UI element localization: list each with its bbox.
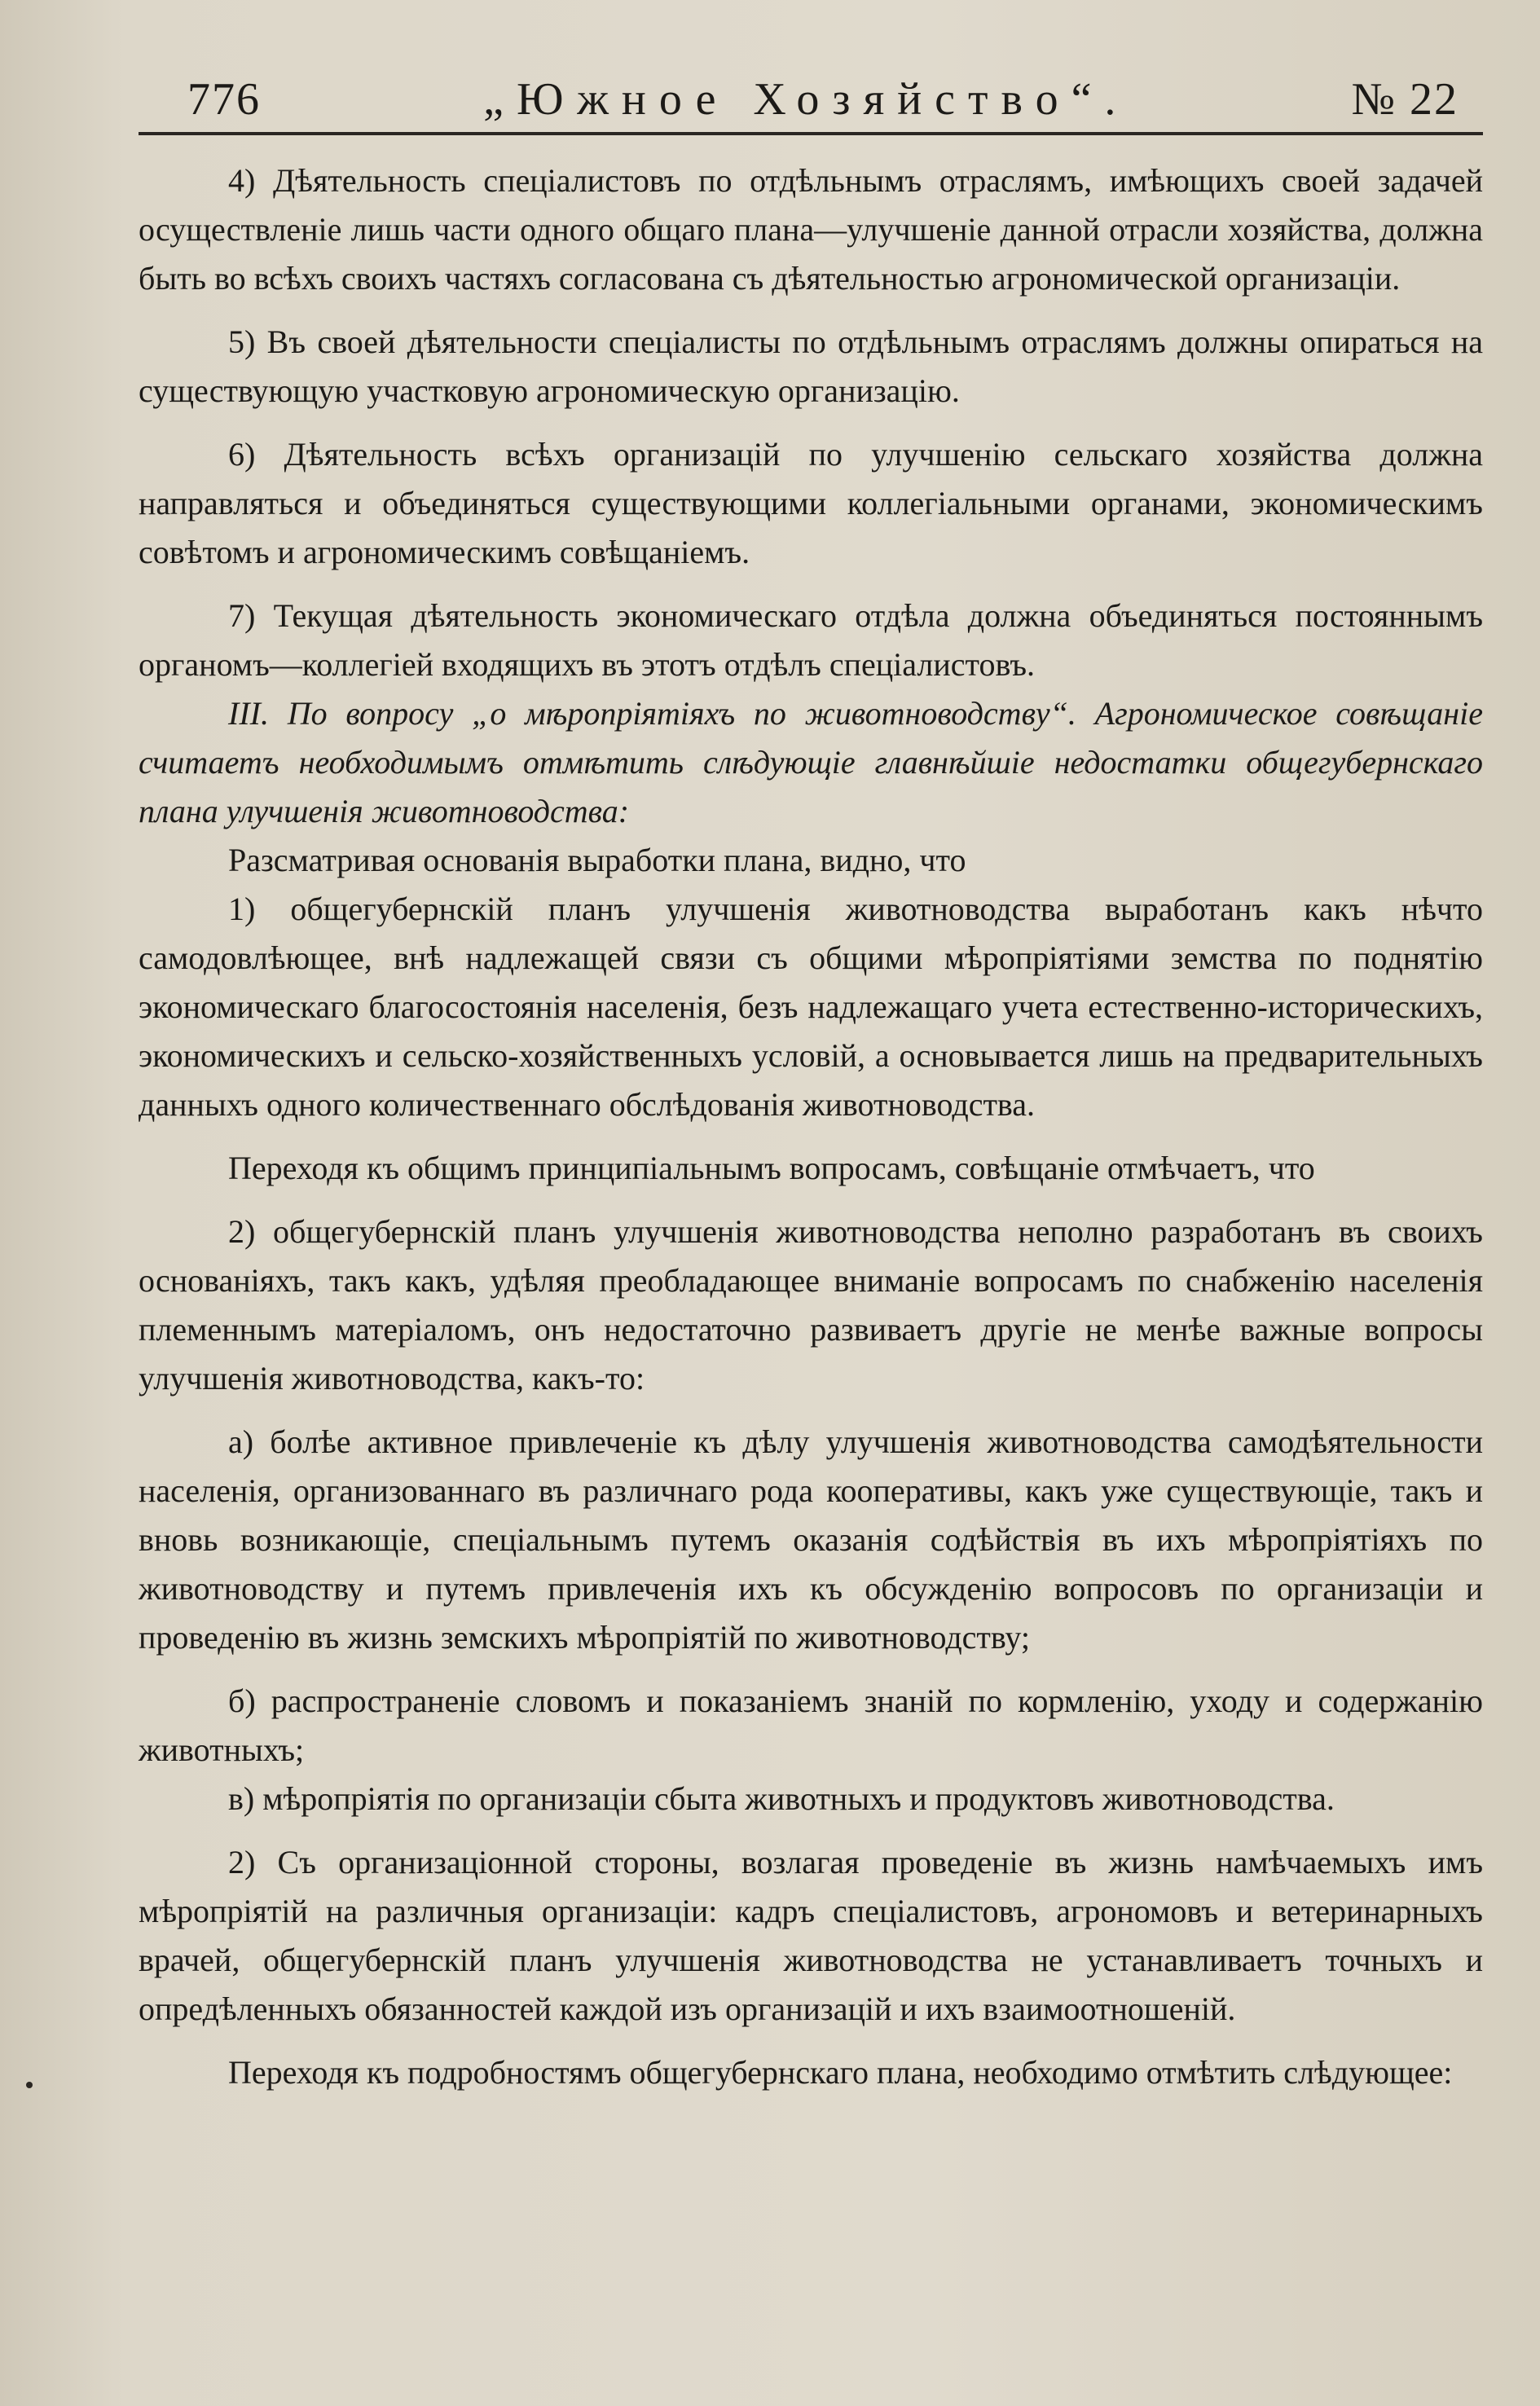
paragraph-organizational: 2) Съ организаціонной стороны, возлагая проведеніе въ жизнь намѣчаемыхъ имъ мѣропріятій на различныя организаціи: кадръ спеціалистовъ, агрономовъ и ветеринарныхъ врачей, общегубернскій планъ улучшенія животноводства не устанавливаетъ точныхъ и опредѣленныхъ обязанностей каждой изъ организацій и ихъ взаимоотношеній.: [139, 1844, 1483, 2027]
paragraph-item-a: а) болѣе активное привлеченіе къ дѣлу улучшенія животноводства самодѣятельности населенія, организованнаго въ различнаго рода кооперативы, какъ уже существующіе, такъ и вновь возникающіе, спеціальнымъ путемъ оказанія содѣйствія въ ихъ мѣропріятіяхъ по животноводству и путемъ привлеченія ихъ къ обсужденію вопросовъ по организаціи и проведенію въ жизнь земскихъ мѣропріятій по животноводству;: [139, 1423, 1483, 1656]
page-header: [139, 73, 1483, 132]
document-body: [139, 156, 1483, 2097]
paragraph-general-questions: Переходя къ общимъ принципіальнымъ вопросамъ, совѣщаніе отмѣчаетъ, что: [228, 1150, 1315, 1186]
paragraph-point-2: 2) общегубернскій планъ улучшенія животноводства неполно разработанъ въ своихъ основаніяхъ, такъ какъ, удѣляя преобладающее вниманіе вопросамъ по снабженію населенія племеннымъ матеріаломъ, онъ недостаточно развиваетъ другіе не менѣе важные вопросы улучшенія животноводства, какъ-то:: [139, 1213, 1483, 1397]
section-iii-heading: III. По вопросу „о мѣропріятіяхъ по животноводству“. Агрономическое совѣщаніе считаетъ необходимымъ отмѣтить слѣдующіе главнѣйшіе недостатки общегубернскаго плана улучшенія животноводства:: [139, 695, 1483, 829]
paragraph-4: 4) Дѣятельность спеціалистовъ по отдѣльнымъ отраслямъ, имѣющихъ своей задачей осуществленіе лишь части одного общаго плана—улучшеніе данной отрасли хозяйства, должна быть во всѣхъ своихъ частяхъ согласована съ дѣятельностью агрономической организаціи.: [139, 162, 1483, 297]
paragraph-7: 7) Текущая дѣятельность экономическаго отдѣла должна объединяться постояннымъ органомъ—коллегіей входящихъ въ этотъ отдѣлъ спеціалистовъ.: [139, 597, 1483, 683]
header-rule: [139, 132, 1483, 135]
paragraph-5: 5) Въ своей дѣятельности спеціалисты по отдѣльнымъ отраслямъ должны опираться на существующую участковую агрономическую организацію.: [139, 323, 1483, 409]
paragraph-point-1: 1) общегубернскій планъ улучшенія животноводства выработанъ какъ нѣчто самодовлѣющее, внѣ надлежащей связи съ общими мѣропріятіями земства по поднятію экономическаго благосостоянія населенія, безъ надлежащаго учета естественно-историческихъ, экономическихъ и сельско-хозяйственныхъ условій, а основывается лишь на предварительныхъ данныхъ одного количественнаго обслѣдованія животноводства.: [139, 891, 1483, 1123]
paragraph-item-v: в) мѣропріятія по организаціи сбыта животныхъ и продуктовъ животноводства.: [228, 1780, 1335, 1817]
paragraph-details: Переходя къ подробностямъ общегубернскаго плана, необходимо отмѣтить слѣдующее:: [228, 2054, 1453, 2091]
paragraph-basis: Разсматривая основанія выработки плана, видно, что: [228, 842, 966, 878]
margin-mark: [26, 2082, 33, 2088]
page-number: 776: [187, 74, 261, 125]
issue-number: № 22: [1351, 74, 1459, 125]
paragraph-item-b: б) распространеніе словомъ и показаніемъ знаній по кормленію, уходу и содержанію животныхъ;: [139, 1682, 1483, 1768]
paragraph-6: 6) Дѣятельность всѣхъ организацій по улучшенію сельскаго хозяйства должна направляться и объединяться существующими коллегіальными органами, экономическимъ совѣтомъ и агрономическимъ совѣщаніемъ.: [139, 436, 1483, 570]
journal-title: „Южное Хозяйство“.: [483, 74, 1129, 125]
